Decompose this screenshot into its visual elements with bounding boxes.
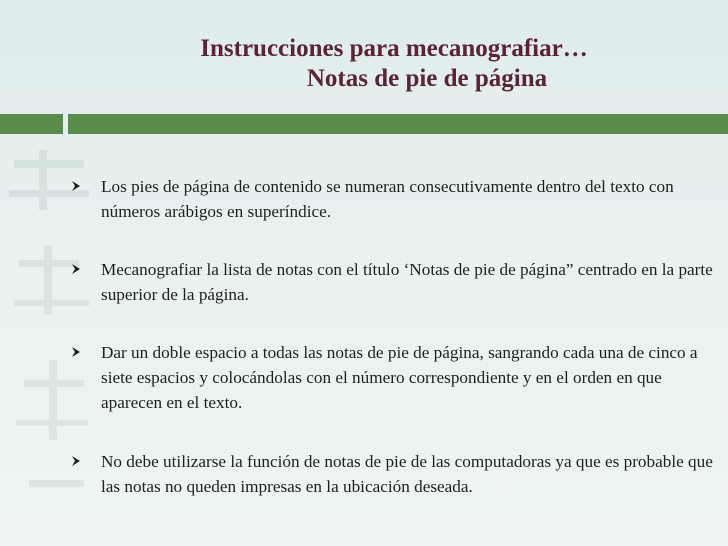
title-line-2: Notas de pie de página xyxy=(306,65,548,92)
page-title xyxy=(60,34,668,94)
arrowhead-bullet-icon xyxy=(70,263,82,275)
title-divider-right xyxy=(68,114,728,134)
bullet-text: Los pies de página de contenido se numeran consecutivamente dentro del texto con números arábigos en superíndice. xyxy=(101,177,674,221)
arrowhead-bullet-icon xyxy=(70,180,82,192)
bullet-text: No debe utilizarse la función de notas de pie de las computadoras ya que es probable que las notas no queden impresas en la ubicación deseada. xyxy=(101,452,713,496)
bullet-text: Dar un doble espacio a todas las notas de pie de página, sangrando cada una de cinco a siete espacios y colocándolas con el número correspondiente y en el orden en que aparecen en el texto. xyxy=(101,343,698,412)
title-line-1: Instrucciones para mecanografiar… xyxy=(200,35,588,62)
title-divider-left xyxy=(0,114,63,134)
arrowhead-bullet-icon xyxy=(70,346,82,358)
bullet-text: Mecanografiar la lista de notas con el título ‘Notas de pie de página” centrado en la parte superior de la página. xyxy=(101,260,713,304)
arrowhead-bullet-icon xyxy=(70,455,82,467)
